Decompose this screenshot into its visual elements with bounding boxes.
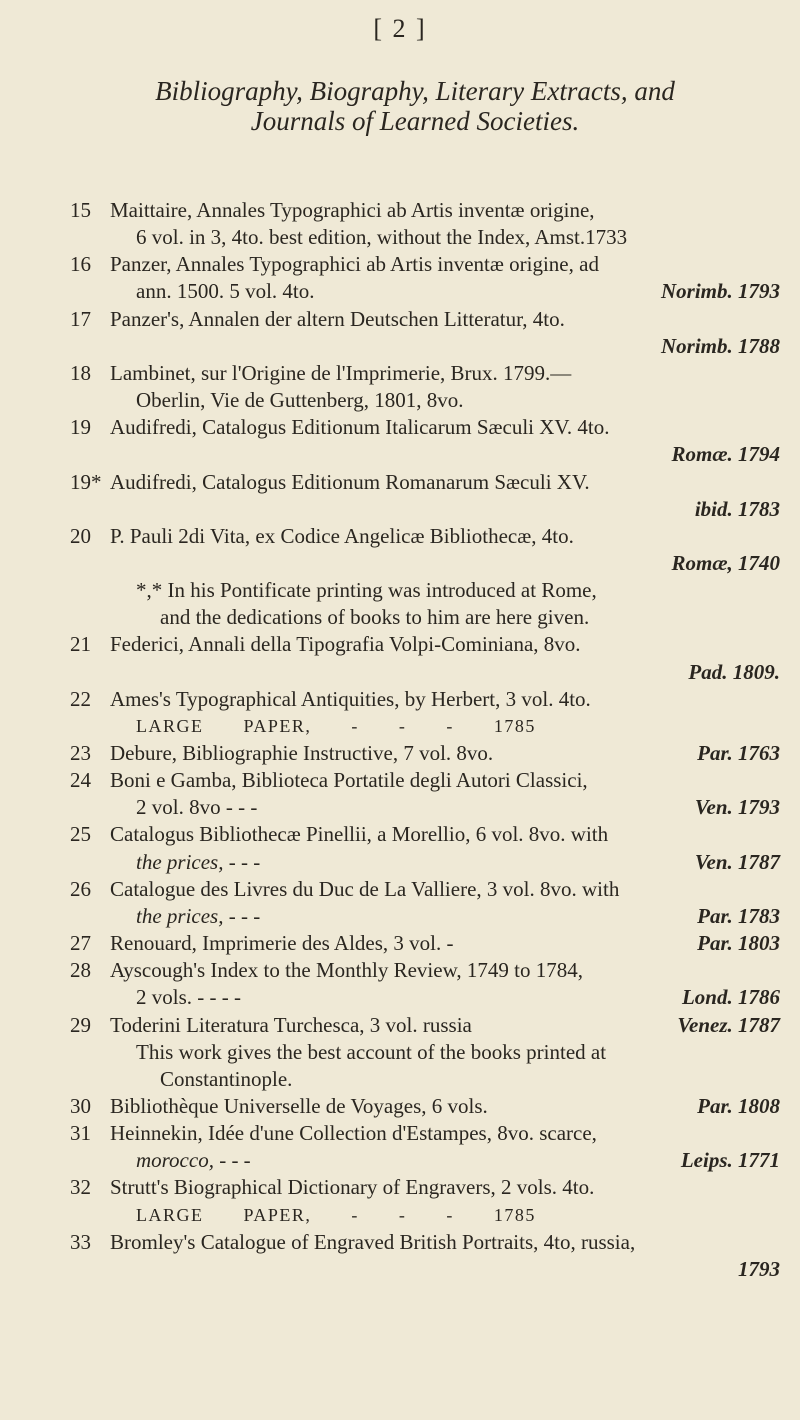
entry-line (70, 1230, 780, 1254)
entry-number: 25 (70, 822, 91, 847)
entry-imprint: Romæ, 1740 (671, 551, 780, 575)
entry-number: 27 (70, 931, 91, 955)
entry-imprint: Par. 1808 (697, 1093, 780, 1118)
entry-line (70, 198, 780, 222)
entry-number: 20 (70, 523, 91, 548)
entry-imprint: Pad. 1809. (688, 659, 780, 684)
entry-imprint: Ven. 1787 (694, 849, 780, 874)
entry-line (70, 524, 780, 548)
entry-line (70, 958, 780, 982)
entry-number: 23 (70, 741, 91, 765)
entry-text: the prices, - - - (136, 849, 261, 874)
entry-text: Catalogue des Livres du Duc de La Valliere, 3 vol. 8vo. with (110, 876, 620, 901)
entry-line (70, 578, 780, 602)
entry-line (70, 822, 780, 846)
entry-line (70, 741, 780, 765)
entry-imprint: Ven. 1793 (694, 795, 780, 820)
entry-line (70, 1121, 780, 1145)
entry-text: and the dedications of books to him are here given. (160, 605, 590, 630)
entry-line (70, 605, 780, 629)
entry-number: 17 (70, 306, 91, 331)
entry-imprint: Par. 1803 (697, 931, 780, 955)
entry-number: 18 (70, 360, 91, 385)
entry-text: Bibliothèque Universelle de Voyages, 6 vols. (110, 1093, 488, 1118)
entry-text: Debure, Bibliographie Instructive, 7 vol. 8vo. (110, 741, 494, 765)
entry-number: 22 (70, 686, 91, 711)
entry-imprint: Lond. 1786 (681, 985, 780, 1010)
entry-text: Ayscough's Index to the Monthly Review, 1749 to 1784, (110, 958, 583, 983)
entry-imprint: 1793 (738, 1256, 780, 1281)
entry-text: Lambinet, sur l'Origine de l'Imprimerie, Brux. 1799.— (110, 360, 572, 385)
entry-imprint: Norimb. 1788 (660, 333, 780, 358)
entry-line (70, 1013, 780, 1037)
entry-text: LARGE PAPER, - - - 1785 (136, 1204, 536, 1225)
entry-text: Heinnekin, Idée d'une Collection d'Estampes, 8vo. scarce, (110, 1121, 597, 1146)
entry-text: Constantinople. (160, 1066, 293, 1091)
entry-text: Audifredi, Catalogus Editionum Italicarum Sæculi XV. 4to. (110, 415, 610, 440)
entry-number: 32 (70, 1175, 91, 1200)
entry-line (70, 307, 780, 331)
entry-line (70, 904, 780, 928)
entry-line (70, 931, 780, 955)
entry-number: 16 (70, 252, 91, 277)
entry-imprint: Venez. 1787 (677, 1012, 780, 1037)
entry-text: Catalogus Bibliothecæ Pinellii, a Morellio, 6 vol. 8vo. with (110, 822, 609, 847)
entry-line (70, 1175, 780, 1199)
entry-number: 28 (70, 958, 91, 983)
entry-text: Ames's Typographical Antiquities, by Herbert, 3 vol. 4to. (110, 686, 591, 711)
entry-line (70, 985, 780, 1009)
entry-text: LARGE PAPER, - - - 1785 (136, 715, 536, 736)
entry-text: Bromley's Catalogue of Engraved British Portraits, 4to, russia, (110, 1229, 636, 1254)
entry-line (70, 1094, 780, 1118)
entry-number: 31 (70, 1121, 91, 1146)
entry-number: 19* (70, 469, 102, 494)
entry-imprint: Par. 1783 (697, 903, 780, 928)
entry-text: Toderini Literatura Turchesca, 3 vol. russia (110, 1012, 472, 1037)
entry-line (70, 497, 780, 521)
entry-text: 6 vol. in 3, 4to. best edition, without the Index, Amst.1733 (136, 225, 628, 250)
entry-line (70, 660, 780, 684)
section-heading-line-2: Journals of Learned Societies. (250, 106, 580, 136)
entry-number: 21 (70, 632, 91, 657)
entry-line (70, 687, 780, 711)
entry-line (70, 1148, 780, 1172)
entry-line (70, 388, 780, 412)
entry-line (70, 1067, 780, 1091)
entry-imprint: Par. 1763 (697, 741, 780, 765)
entry-line (70, 551, 780, 575)
entry-line (70, 334, 780, 358)
section-heading-line-1: Bibliography, Biography, Literary Extracts, and (155, 76, 675, 106)
entry-text: Renouard, Imprimerie des Aldes, 3 vol. - (110, 931, 454, 955)
entry-text: morocco, - - - (136, 1148, 251, 1173)
entry-line (70, 1203, 780, 1227)
entry-text: 2 vol. 8vo - - - (136, 795, 258, 820)
entry-text: Panzer's, Annalen der altern Deutschen Litteratur, 4to. (110, 306, 565, 331)
entry-text: P. Pauli 2di Vita, ex Codice Angelicæ Bibliothecæ, 4to. (110, 523, 574, 548)
entry-line (70, 877, 780, 901)
entry-line (70, 1040, 780, 1064)
entry-line (70, 632, 780, 656)
entry-line (70, 415, 780, 439)
entry-line (70, 252, 780, 276)
entry-text: the prices, - - - (136, 903, 261, 928)
entry-imprint: Romæ. 1794 (671, 442, 780, 467)
entry-text: Federici, Annali della Tipografia Volpi-Cominiana, 8vo. (110, 632, 581, 657)
entry-text: This work gives the best account of the books printed at (136, 1039, 607, 1064)
entry-line (70, 1257, 780, 1281)
entry-imprint: ibid. 1783 (694, 496, 780, 521)
entry-text: 2 vols. - - - - (136, 985, 241, 1010)
entry-line (70, 470, 780, 494)
entry-number: 29 (70, 1012, 91, 1037)
entry-text: Audifredi, Catalogus Editionum Romanarum Sæculi XV. (110, 469, 590, 494)
entry-number: 30 (70, 1093, 91, 1118)
entry-line (70, 442, 780, 466)
entry-number: 19 (70, 415, 91, 440)
entry-text: Panzer, Annales Typographici ab Artis inventæ origine, ad (110, 252, 599, 277)
entry-line (70, 795, 780, 819)
entry-text: *,* In his Pontificate printing was introduced at Rome, (136, 578, 597, 603)
entry-line (70, 225, 780, 249)
entry-line (70, 279, 780, 303)
entry-text: ann. 1500. 5 vol. 4to. (136, 279, 315, 304)
entry-line (70, 850, 780, 874)
entry-text: Strutt's Biographical Dictionary of Engravers, 2 vols. 4to. (110, 1175, 595, 1200)
entry-number: 26 (70, 876, 91, 901)
entry-imprint: Norimb. 1793 (660, 279, 780, 304)
entry-line (70, 768, 780, 792)
entry-text: Maittaire, Annales Typographici ab Artis inventæ origine, (110, 198, 595, 222)
entry-text: Boni e Gamba, Biblioteca Portatile degli Autori Classici, (110, 768, 588, 793)
entry-text: Oberlin, Vie de Guttenberg, 1801, 8vo. (136, 388, 464, 412)
entry-number: 33 (70, 1229, 91, 1254)
entry-imprint: Leips. 1771 (680, 1148, 780, 1173)
entry-number: 24 (70, 768, 91, 793)
entry-line (70, 361, 780, 385)
entry-number: 15 (70, 198, 91, 222)
entry-line (70, 714, 780, 738)
page-number: [ 2 ] (373, 14, 427, 43)
